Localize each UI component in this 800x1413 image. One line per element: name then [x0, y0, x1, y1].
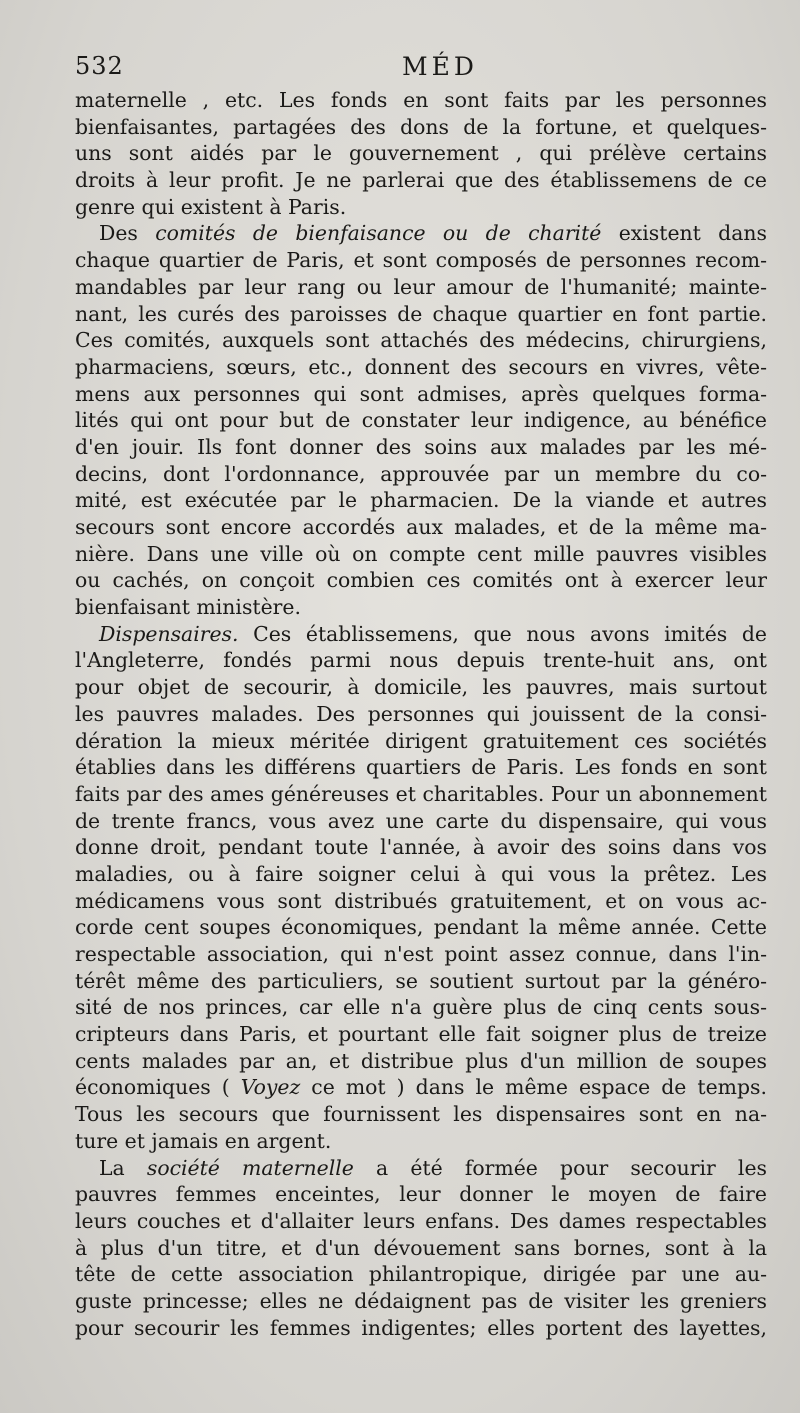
text-line: Ces comités, auxquels sont attachés des médecins, chirurgiens,	[75, 328, 767, 353]
text-line: d'en jouir. Ils font donner des soins aux malades par les mé-	[75, 434, 767, 459]
text-line: dération la mieux méritée dirigent gratuitement ces sociétés	[75, 728, 767, 753]
text-segment: existent dans	[601, 221, 767, 246]
text-line	[75, 220, 767, 247]
running-head: MÉD	[402, 52, 478, 81]
text-line: ture et jamais en argent.	[75, 1128, 332, 1153]
text-line: secours sont encore accordés aux malades, et de la même ma-	[75, 515, 767, 539]
text-line: guste princesse; elles ne dédaignent pas de visiter les greniers	[75, 1288, 767, 1313]
text-segment: ce mot ) dans le même espace de temps.	[300, 1075, 767, 1100]
text-line: établies dans les différens quartiers de Paris. Les fonds en sont	[75, 755, 767, 780]
italic-term: Voyez	[240, 1075, 301, 1100]
text-line: Tous les secours que fournissent les dispensaires sont en na-	[75, 1102, 767, 1127]
italic-term: Dispensaires.	[99, 621, 239, 646]
text-line: nant, les curés des paroisses de chaque quartier en font partie.	[75, 301, 767, 326]
text-line: à plus d'un titre, et d'un dévouement sans bornes, sont à la	[75, 1235, 767, 1260]
italic-term: comités de bienfaisance ou de charité	[155, 221, 602, 246]
text-line	[75, 1074, 767, 1101]
text-line: maladies, ou à faire soigner celui à qui vous la prêtez. Les	[75, 861, 767, 886]
text-segment: Des	[99, 221, 156, 246]
text-segment: La	[99, 1155, 147, 1180]
text-line: pour secourir les femmes indigentes; elles portent des layettes,	[75, 1315, 767, 1340]
text-line: tête de cette association philantropique, dirigée par une au-	[75, 1262, 767, 1287]
text-line: pour objet de secourir, à domicile, les pauvres, mais surtout	[75, 675, 767, 700]
text-line: respectable association, qui n'est point assez connue, dans l'in-	[75, 942, 767, 966]
text-line: ou cachés, on conçoit combien ces comités ont à exercer leur	[75, 568, 767, 593]
text-line: sité de nos princes, car elle n'a guère plus de cinq cents sous-	[75, 995, 767, 1020]
text-line: médicamens vous sont distribués gratuitement, et on vous ac-	[75, 888, 767, 913]
italic-term: société maternelle	[146, 1155, 354, 1180]
text-segment: Ces établissemens, que nous avons imités de	[238, 621, 767, 646]
text-line: pauvres femmes enceintes, leur donner le moyen de faire	[75, 1182, 767, 1207]
text-line: donne droit, pendant toute l'année, à avoir des soins dans vos	[75, 835, 767, 860]
text-line: mens aux personnes qui sont admises, après quelques forma-	[75, 381, 767, 406]
text-line: de trente francs, vous avez une carte du dispensaire, qui vous	[75, 808, 767, 833]
text-line: nière. Dans une ville où on compte cent mille pauvres visibles	[75, 541, 767, 566]
text-line: mandables par leur rang ou leur amour de l'humanité; mainte-	[75, 274, 767, 299]
text-line: decins, dont l'ordonnance, approuvée par un membre du co-	[75, 461, 767, 486]
text-line: l'Angleterre, fondés parmi nous depuis trente-huit ans, ont	[75, 648, 767, 673]
text-line: les pauvres malades. Des personnes qui jouissent de la consi-	[75, 701, 767, 726]
text-line	[75, 621, 767, 648]
text-line: maternelle , etc. Les fonds en sont faits par les personnes	[75, 88, 767, 112]
text-line: chaque quartier de Paris, et sont composés de personnes recom-	[75, 248, 767, 273]
text-line: cripteurs dans Paris, et pourtant elle fait soigner plus de treize	[75, 1022, 767, 1047]
page-number: 532	[75, 52, 124, 80]
text-line: droits à leur profit. Je ne parlerai que des établissemens de ce	[75, 168, 767, 193]
text-line	[75, 1155, 767, 1182]
text-line: cents malades par an, et distribue plus d'un million de soupes	[75, 1048, 767, 1073]
body-text	[75, 87, 767, 1341]
text-line: faits par des ames généreuses et charitables. Pour un abonnement	[75, 781, 767, 806]
text-line: uns sont aidés par le gouvernement , qui prélève certains	[75, 141, 767, 166]
page-header	[75, 52, 775, 88]
text-line: bienfaisantes, partagées des dons de la fortune, et quelques-	[75, 114, 767, 139]
text-line: leurs couches et d'allaiter leurs enfans. Des dames respectables	[75, 1208, 767, 1233]
text-line: térêt même des particuliers, se soutient surtout par la généro-	[75, 968, 767, 993]
text-segment: économiques (	[75, 1075, 241, 1100]
text-segment: a été formée pour secourir les	[353, 1155, 767, 1180]
text-line: bienfaisant ministère.	[75, 595, 301, 620]
text-line: corde cent soupes économiques, pendant la même année. Cette	[75, 915, 767, 940]
text-line: lités qui ont pour but de constater leur indigence, au bénéfice	[75, 408, 767, 433]
text-line: pharmaciens, sœurs, etc., donnent des secours en vivres, vête-	[75, 354, 767, 379]
text-line: mité, est exécutée par le pharmacien. De la viande et autres	[75, 488, 767, 513]
text-line: genre qui existent à Paris.	[75, 194, 347, 219]
